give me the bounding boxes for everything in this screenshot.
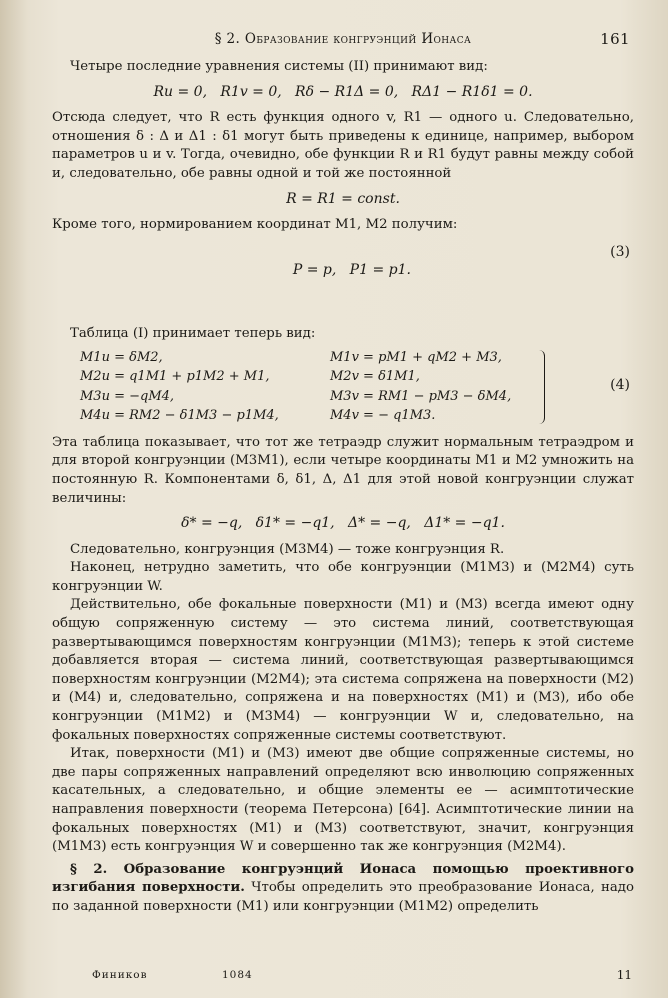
footer-signature: 11 — [616, 968, 632, 982]
paragraph-6: Следовательно, конгруэнция (M3M4) — тоже конгруэнция R. — [70, 541, 505, 557]
equation-1: Ru = 0, R1v = 0, Rδ − R1Δ = 0, RΔ1 − R1δ1 = 0. — [153, 83, 533, 100]
running-header — [52, 30, 634, 58]
equation-3 — [52, 243, 634, 317]
derivation-table — [52, 348, 634, 426]
table-right-column: M1v = pM1 + qM2 + M3, M2v = δ1M1, M3v = RM1 − pM3 − δM4, M4v = − q1M3. — [330, 349, 512, 423]
equation-3-body: P = p, P1 = p1. — [292, 262, 411, 279]
footer-author: Фиников — [92, 969, 148, 981]
table-number: (4) — [610, 376, 630, 393]
paragraph-3: Кроме того, нормированием координат M1, M2 получим: — [52, 217, 458, 233]
page-number: 161 — [600, 30, 630, 48]
paragraph-9: Итак, поверхности (M1) и (M3) имеют две общие сопряженные системы, но две пары сопряженных направлений определяют всю инволюцию сопряженных касательных, а следовательно, и общие элементы ее — асимптотические направления поверхности (теорема Петерсона) [64]. Асимптотические линии на фокальных поверхностях (M1) и (M3) соответствуют, значит, конгруэнция (M1M3) есть конгруэнция W и совершенно так же конгруэнция (M2M4). — [52, 746, 634, 855]
paragraph-4: Таблица (I) принимает теперь вид: — [70, 326, 316, 342]
equation-3-number: (3) — [610, 243, 630, 260]
paragraph-7: Наконец, нетрудно заметить, что обе конгруэнции (M1M3) и (M2M4) суть конгруэнции W. — [52, 560, 634, 594]
page-footer — [52, 966, 634, 982]
equation-4: δ* = −q, δ1* = −q1, Δ* = −q, Δ1* = −q1. — [181, 515, 505, 532]
table-brace — [538, 350, 545, 424]
paragraph-5: Эта таблица показывает, что тот же тетраэдр служит нормальным тетраэдром и для второй конгруэнции (M3M1), если четыре координаты M1 и M2 умножить на постоянную R. Компонентами δ, δ1, Δ, Δ1 для этой новой конгруэнции служат величины: — [52, 434, 634, 506]
paragraph-2: Отсюда следует, что R есть функция одного v, R1 — одного u. Следовательно, отношения δ : Δ и Δ1 : δ1 могут быть приведены к единице, например, выбором параметров u и v. Тогда, очевидно, обе функции R и R1 будут равны между собой и, следовательно, обе равны одной и той же постоянной — [52, 110, 634, 181]
footer-number: 1084 — [222, 969, 253, 981]
paragraph-1: Четыре последние уравнения системы (II) принимают вид: — [70, 59, 488, 74]
section-heading: § 2. Образование конгруэнций Ионаса помощью проективного изгибания поверхности. — [52, 861, 634, 896]
section-heading-paragraph — [52, 861, 634, 917]
running-title: § 2. Образование конгруэнций Ионаса — [214, 31, 472, 47]
section-text: Чтобы определить это преобразование Ионаса, надо по заданной поверхности (M1) или конгруэнции (M1M2) определить — [52, 880, 634, 914]
table-left-column: M1u = δM2, M2u = q1M1 + p1M2 + M1, M3u = −qM4, M4u = RM2 − δ1M3 − p1M4, — [80, 349, 279, 423]
equation-2: R = R1 = const. — [286, 190, 400, 207]
paragraph-8: Действительно, обе фокальные поверхности (M1) и (M3) всегда имеют одну общую сопряженную систему — это система линий, соответствующая развертывающимся поверхностям конгруэнции (M1M3); теперь к этой системе добавляется вторая — система линий, соответствующая развертывающимся поверхностям конгруэнции (M2M4); эта система сопряжена на поверхности (M2) и (M4) и, следовательно, сопряжена и на поверхностях (M1) и (M3), ибо обе конгруэнции (M1M2) и (M3M4) — конгруэнции W и, следовательно, на фокальных поверхностях сопряженные системы соответствуют. — [52, 597, 634, 743]
